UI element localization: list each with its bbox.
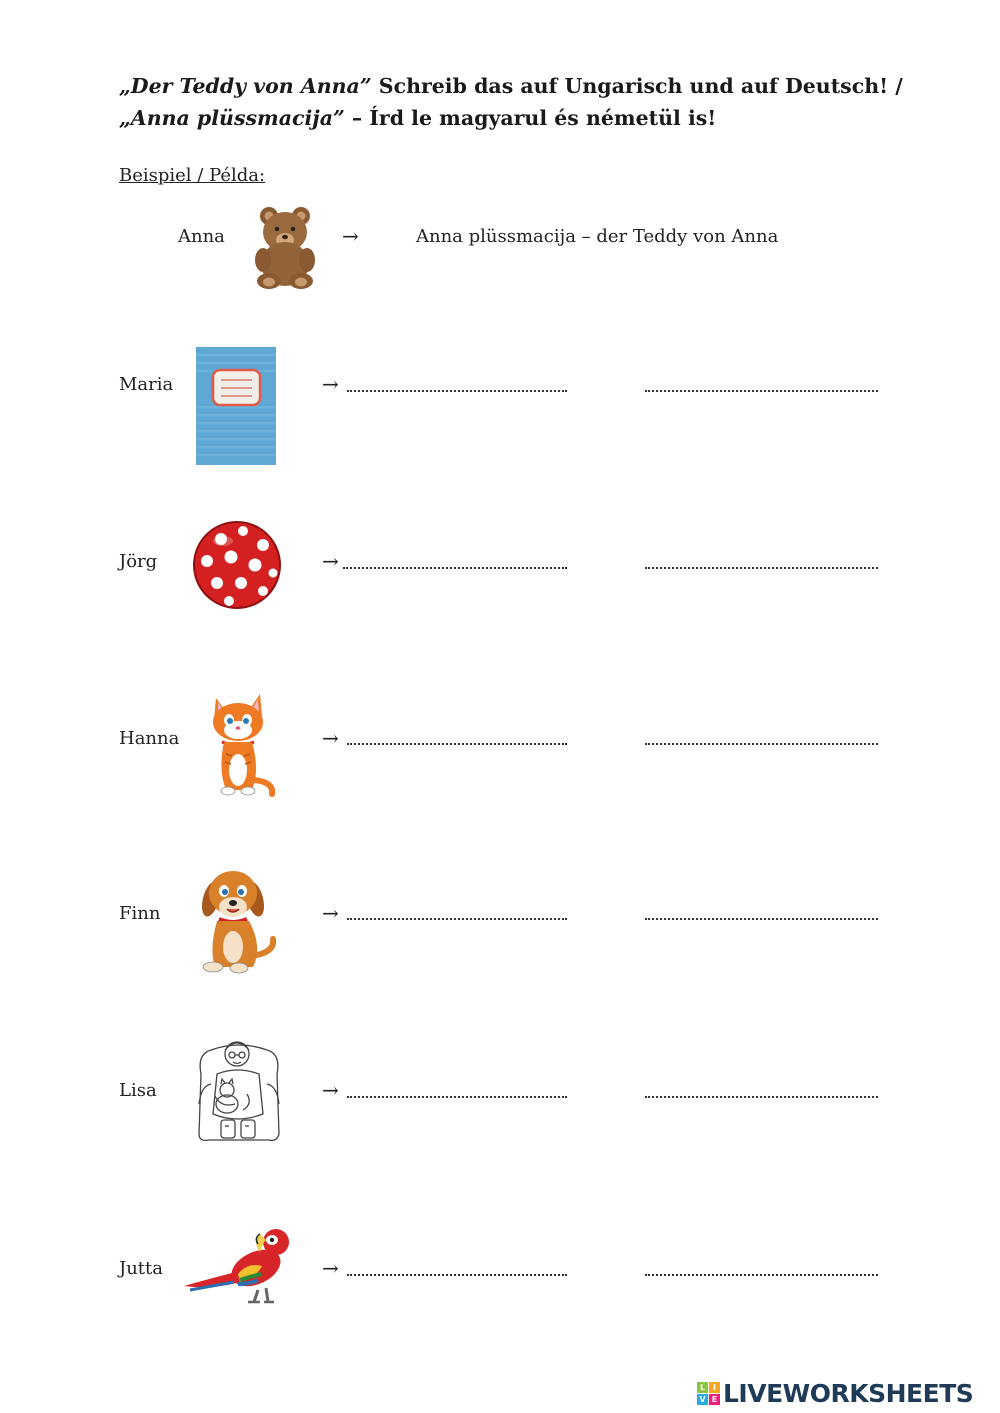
- logo-badge-letter: I: [709, 1382, 720, 1393]
- grandma-icon: [191, 1034, 287, 1154]
- row-name: Finn: [119, 903, 161, 924]
- arrow-icon: →: [322, 1078, 339, 1102]
- logo-badge-letter: L: [697, 1382, 708, 1393]
- title-line-2: „Anna plüssmacija” – Írd le magyarul és németül is!: [119, 106, 717, 130]
- title-line-1: „Der Teddy von Anna” Schreib das auf Ungarisch und auf Deutsch! /: [119, 74, 903, 98]
- exercise-row-jorg: [0, 517, 1000, 647]
- exercise-row-finn: [0, 863, 1000, 993]
- dog-icon: [199, 863, 279, 979]
- answer-blank-hungarian[interactable]: [347, 388, 567, 392]
- answer-blank-hungarian[interactable]: [347, 1094, 567, 1098]
- row-name: Jutta: [119, 1258, 164, 1279]
- parrot-icon: [182, 1226, 294, 1312]
- answer-blank-german[interactable]: [645, 565, 878, 569]
- answer-blank-german[interactable]: [645, 916, 878, 920]
- answer-blank-hungarian[interactable]: [347, 916, 567, 920]
- answer-blank-hungarian[interactable]: [343, 565, 567, 569]
- liveworksheets-logo: [697, 1378, 973, 1408]
- cat-icon: [208, 690, 278, 802]
- ball-icon: [193, 521, 281, 613]
- logo-text: LIVEWORKSHEETS: [723, 1378, 974, 1408]
- answer-blank-german[interactable]: [645, 741, 878, 745]
- row-name: Jörg: [119, 551, 158, 572]
- example-arrow-icon: →: [342, 224, 359, 248]
- arrow-icon: →: [322, 726, 339, 750]
- example-answer: Anna plüssmacija – der Teddy von Anna: [416, 226, 779, 247]
- logo-badge-letter: V: [697, 1394, 708, 1405]
- exercise-row-maria: [0, 340, 1000, 470]
- answer-blank-german[interactable]: [645, 1272, 878, 1276]
- arrow-icon: →: [322, 1256, 339, 1280]
- exercise-row-hanna: [0, 690, 1000, 820]
- example-label: Beispiel / Példa:: [119, 165, 266, 186]
- arrow-icon: →: [322, 549, 339, 573]
- example-name: Anna: [178, 226, 225, 247]
- answer-blank-hungarian[interactable]: [347, 741, 567, 745]
- exercise-row-lisa: [0, 1022, 1000, 1152]
- logo-badge: [697, 1382, 720, 1405]
- exercise-row-jutta: [0, 1222, 1000, 1352]
- row-name: Maria: [119, 374, 174, 395]
- answer-blank-hungarian[interactable]: [347, 1272, 567, 1276]
- arrow-icon: →: [322, 901, 339, 925]
- logo-badge-letter: E: [709, 1394, 720, 1405]
- answer-blank-german[interactable]: [645, 388, 878, 392]
- arrow-icon: →: [322, 372, 339, 396]
- notebook-icon: [196, 347, 276, 469]
- answer-blank-german[interactable]: [645, 1094, 878, 1098]
- worksheet-title: [119, 70, 919, 134]
- row-name: Lisa: [119, 1080, 157, 1101]
- teddy-bear-icon: [243, 202, 327, 290]
- row-name: Hanna: [119, 728, 180, 749]
